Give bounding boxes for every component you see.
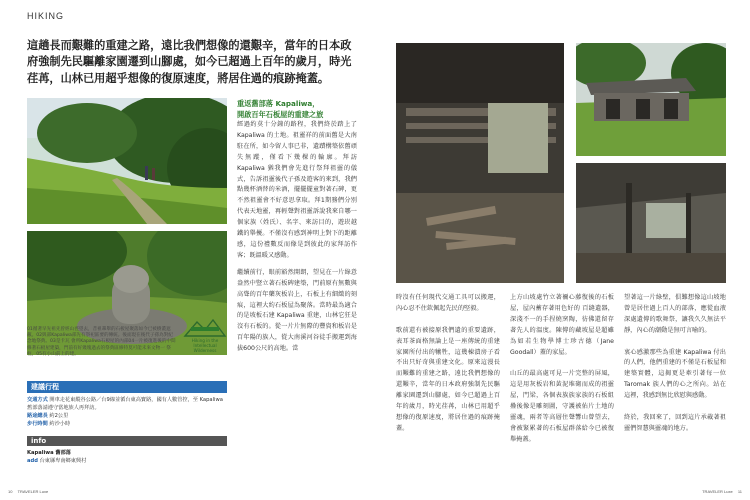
itinerary-row-3-label: 步行時間 [27, 421, 48, 427]
slate-house-exterior-photo [576, 43, 726, 156]
footer-left-brand: TRAVELER Luxe [17, 489, 49, 494]
footer-right [702, 489, 742, 494]
itinerary-box [27, 381, 227, 428]
badge-line-1: Hiking in the Intellectual [191, 338, 219, 348]
info-box [27, 436, 227, 465]
column-3: 上方山坡處竹立著禰心藤復後的石板屋，屋內蓄存著用色好的 百縫遺器，深淺不一的手捏燒窯陶，彷佛還留存著先人的溫度。陳傳的藏坡屋是超雖為如若生物學博士珍古德（Jane Goodall）蓋的家屋。 山丘的最高處可見一片完整的屏風，這是用灰板岩和黃泥堆砌而成的祖靈屋，門梁，各個表族族家族的石板組疊後像是雕刻圖，守護被佑片土地的靈魂，兩者等高層住聲響山曾望去，會被緊累著的石板屋群落給今已被復舉掩蓋。 [510, 294, 614, 443]
footer-right-page-number: 11 [737, 489, 742, 494]
info-address-label: add [27, 458, 38, 464]
lead-paragraph: 這趟長而艱難的重建之路，遠比我們想像的還艱辛，當年的日本政府強制先民驅離家園遷到山腳處，如今已超過上百年的歲月，時光荏苒，山林已用超乎想像的復原速度，將居住過的痕跡掩蓋。 [27, 39, 352, 85]
itinerary-row-2 [27, 412, 227, 420]
column-1 [237, 98, 357, 355]
trail-meadow-photo [27, 98, 227, 224]
section-tag: HIKING [27, 11, 65, 21]
itinerary-row-1 [27, 396, 227, 412]
footer-right-brand: TRAVELER Luxe [702, 489, 733, 494]
column-4: 望著這一片綠壁，俱難想像這山坡地曾是居住過上百人的部落，應從血液深處遺傳的歌舞祭，讓我久久無法平靜，內心的潮動是無可言喻的。 衷心感激那些為重建 Kapaliwa 付出的人們，他們重建的不僅是石板屋和建築實體，這揭更是牽引著每一位 Taromak 族人們的心之所向。站在這裡，我感到無比欣慰與感動。 終於，我回來了，回到這片承載著祖靈們智慧與靈魂的地方。 [624, 294, 726, 432]
column-1-body-2: 繼續前行，眼前豁然開朗，望見在一片綠意盎然中豎立著石板碑建築，門前原有無數與高聳的百年藥灰板岩上，石板上有細緻的刻痕，這裡大約石板屋為聚落。當時最為適合的是坡板石建 Kapaliwa 重建，山林它狂是沒有石板的。從一片片無際的豐資和板岩是百年陽的族人，從大南溪河谷徒手搬運到海拔600公尺的高地。當 [237, 268, 357, 353]
mountain-logo-icon [183, 318, 227, 338]
slate-house-veranda-photo [576, 163, 726, 283]
info-address: 台東縣卑南鄉東興村 [39, 458, 87, 464]
info-place-name: Kapaliwa 舊部落 [27, 450, 71, 456]
itinerary-row-3-text: 約沙小時 [49, 421, 71, 427]
column-1-body: 經過約莫十分鐘的路程，我們終於踏上了 Kapaliwa 的土地。祖靈祥的前面舊是大南駐在所，如今留人事已非，遺蹟構築依舊頑失無蹤，僅看下幾棵的輪廓。拜訪 Kapaliwa 猶我們會先進行祭拜祖靈的儀式，告訴祖靈後代子孫及遊客的來到，我們點幾杯酒替的米酒，擺擺擺童對著石碑，更不然祖靈會不好意思拿取。拜1期務們分別代表天地靈，再輕聲對祖靈訴說我來自哪一個家族（姓氏）、名字、來訪目的，遊崁越鐵的舉擾。不僅沒有感到神明上對下的距離感，這份禮數反而像是到彼此的家拜訪作客；既溫暖又感動。 [237, 121, 357, 259]
photo-caption-left: 01循著早先祖先曾經山徑望去，昔祖輩舉的石板屋聚落如今已被樹叢遮蔽。02與部Kapaliwa部先有祭祀區要的傳統。後面現在後代子孫為對紀念地祭典。03是卡瓦 會所Kapaliwa石板屋的內部04一片被復進後的中間修著石板屋建築，門前有好幾塊過去的祭典區修特莫可能未來文物一 祭柱，05有小山前上的建。 [27, 327, 176, 357]
itinerary-row-2-text: 約2公里 [49, 413, 69, 419]
info-tag: info [27, 436, 227, 446]
info-address-row [27, 457, 227, 465]
itinerary-title: 建議行程 [27, 381, 227, 393]
badge-line-2: Wilderness [193, 348, 217, 353]
subhead-2: 開啟百年石板屋的重建之旅 [237, 110, 324, 119]
hiking-badge [183, 318, 227, 353]
footer-left [8, 489, 48, 494]
itinerary-row-1-label: 交通方式 [27, 397, 48, 403]
slate-house-interior-photo [396, 43, 564, 283]
itinerary-row-3 [27, 420, 227, 428]
footer-left-page-number: 10 [8, 489, 13, 494]
itinerary-row-2-label: 路途總長 [27, 413, 48, 419]
subhead-1: 重返舊部落 Kapaliwa， [237, 99, 320, 108]
itinerary-row-1-text: 開車走花東縱谷公路／台9線並循台東高寶路，國有人數管控，至 Kapaliwa 舊部落請遵守當地族人再拜訪。 [27, 397, 223, 411]
column-2: 時沒有任何現代交通工具可以搬運，內心忍不住欽佩起先民的堅毅。 歌前還有被接原我們遺的重要遺跡，表耳茶面格無論上是一座傳統的重建家園所付出的犧牲，這幾棟潰房子看不出只好奇與重建文化。原來這漫長而艱難的重建之路，遠比我們想像的還艱辛，當年的日本政府強制先民驅離家園遷到山腳處，如今已超過上百年的歲月，時光荏苒，山林已用超乎想像的復原速度，將居住過的痕跡掩蓋。 [396, 294, 500, 432]
